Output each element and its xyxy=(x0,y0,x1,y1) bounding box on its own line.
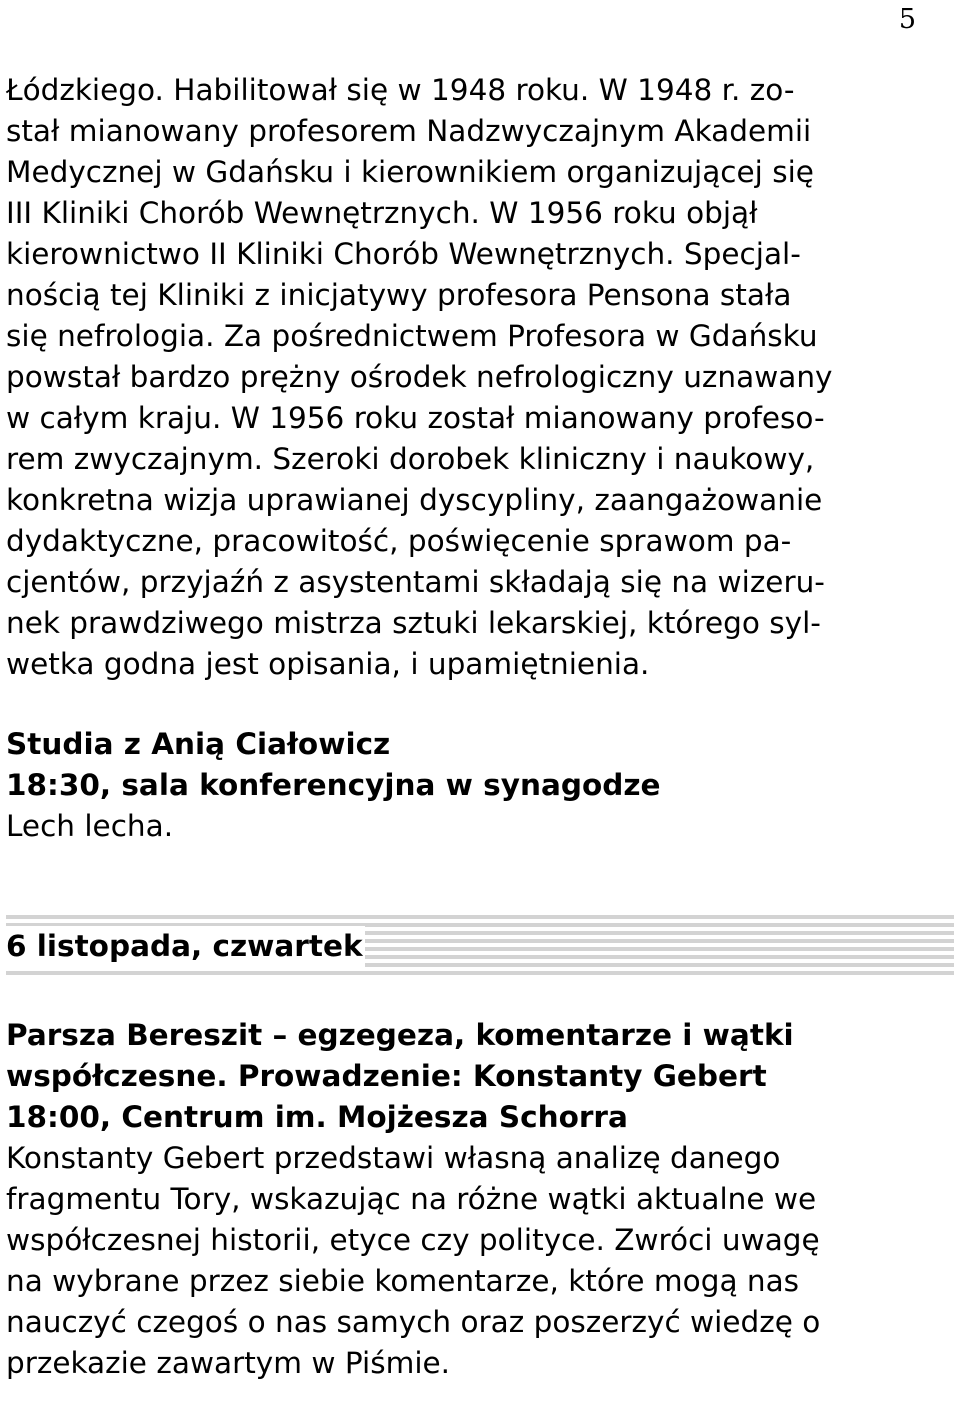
bio-line: powstał bardzo prężny ośrodek nefrologiczny uznawany xyxy=(6,360,833,394)
event-title: współczesne. Prowadzenie: Konstanty Gebert xyxy=(6,1059,767,1093)
bio-line: rem zwyczajnym. Szeroki dorobek kliniczny i naukowy, xyxy=(6,442,815,476)
event-description-line: przekazie zawartym w Piśmie. xyxy=(6,1346,451,1380)
event-time-place: 18:00, Centrum im. Mojżesza Schorra xyxy=(6,1100,628,1134)
bio-line: nością tej Kliniki z inicjatywy profesora Pensona stała xyxy=(6,278,792,312)
day-heading: 6 listopada, czwartek xyxy=(6,926,365,967)
bio-line: się nefrologia. Za pośrednictwem Profesora w Gdańsku xyxy=(6,319,818,353)
event-description-line: na wybrane przez siebie komentarze, które mogą nas xyxy=(6,1264,800,1298)
event-parsza xyxy=(6,1015,954,1384)
bio-line: Medycznej w Gdańsku i kierownikiem organizującej się xyxy=(6,155,814,189)
bio-line: cjentów, przyjaźń z asystentami składają się na wizeru- xyxy=(6,565,825,599)
bio-line: Łódzkiego. Habilitował się w 1948 roku. W 1948 r. zo- xyxy=(6,73,795,107)
event-description-line: Konstanty Gebert przedstawi własną analizę danego xyxy=(6,1141,781,1175)
event-note: Lech lecha. xyxy=(6,809,174,843)
bio-line: III Kliniki Chorób Wewnętrznych. W 1956 roku objął xyxy=(6,196,758,230)
bio-line: nek prawdziwego mistrza sztuki lekarskiej, którego syl- xyxy=(6,606,821,640)
bio-line: konkretna wizja uprawianej dyscypliny, zaangażowanie xyxy=(6,483,823,517)
event-time-place: 18:30, sala konferencyjna w synagodze xyxy=(6,768,661,802)
document-body xyxy=(6,70,954,1384)
day-heading-rule xyxy=(6,915,954,975)
bio-line: kierownictwo II Kliniki Chorób Wewnętrznych. Specjal- xyxy=(6,237,801,271)
event-title: Parsza Bereszit – egzegeza, komentarze i wątki xyxy=(6,1018,794,1052)
page-number: 5 xyxy=(898,4,916,35)
event-description-line: fragmentu Tory, wskazując na różne wątki aktualne we xyxy=(6,1182,817,1216)
bio-line: dydaktyczne, pracowitość, poświęcenie sprawom pa- xyxy=(6,524,792,558)
bio-line: stał mianowany profesorem Nadzwyczajnym Akademii xyxy=(6,114,812,148)
bio-line: wetka godna jest opisania, i upamiętnienia. xyxy=(6,647,650,681)
event-title: Studia z Anią Ciałowicz xyxy=(6,727,391,761)
event-description-line: nauczyć czegoś o nas samych oraz poszerzyć wiedzę o xyxy=(6,1305,821,1339)
bio-paragraph xyxy=(6,70,954,685)
event-studia xyxy=(6,724,954,847)
event-description-line: współczesnej historii, etyce czy polityce. Zwróci uwagę xyxy=(6,1223,820,1257)
bio-line: w całym kraju. W 1956 roku został mianowany profeso- xyxy=(6,401,825,435)
